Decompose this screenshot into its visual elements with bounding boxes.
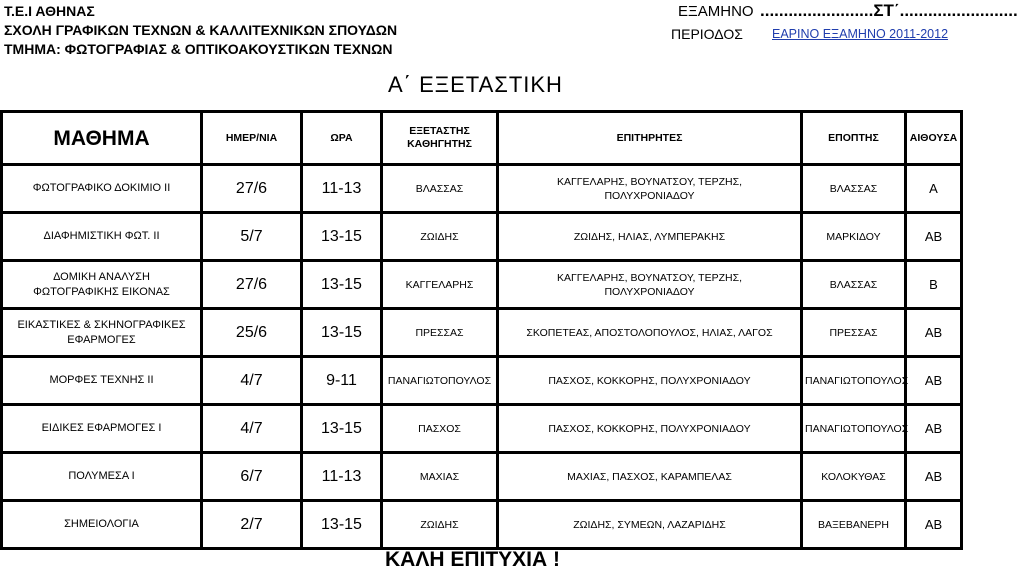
cell-date: 25/6 xyxy=(202,309,302,357)
cell-room: ΑΒ xyxy=(906,405,962,453)
period-value: ΕΑΡΙΝΟ ΕΞΑΜΗΝΟ 2011-2012 xyxy=(772,27,949,41)
invigilators-line: ΠΟΛΥΧΡΟΝΙΑΔΟΥ xyxy=(604,189,695,202)
cell-supervisor: ΜΑΡΚΙΔΟΥ xyxy=(802,213,906,261)
cell-time: 13-15 xyxy=(302,309,382,357)
cell-room: ΑΒ xyxy=(906,213,962,261)
cell-supervisor: ΚΟΛΟΚΥΘΑΣ xyxy=(802,453,906,501)
invigilators-line: ΚΑΓΓΕΛΑΡΗΣ, ΒΟΥΝΑΤΣΟΥ, ΤΕΡΖΗΣ, xyxy=(556,271,742,284)
cell-invigilators xyxy=(498,261,802,309)
subject-line: ΕΦΑΡΜΟΓΕΣ xyxy=(67,333,136,346)
cell-supervisor: ΠΡΕΣΣΑΣ xyxy=(802,309,906,357)
cell-date: 4/7 xyxy=(202,357,302,405)
table-row xyxy=(2,453,962,501)
cell-room: ΑΒ xyxy=(906,357,962,405)
cell-supervisor: ΠΑΝΑΓΙΩΤΟΠΟΥΛΟΣ xyxy=(802,357,906,405)
cell-invigilators xyxy=(498,309,802,357)
cell-subject xyxy=(2,453,202,501)
cell-time: 11-13 xyxy=(302,165,382,213)
cell-time: 13-15 xyxy=(302,261,382,309)
cell-invigilators xyxy=(498,405,802,453)
cell-date: 2/7 xyxy=(202,501,302,549)
cell-examiner: ΖΩΙΔΗΣ xyxy=(382,213,498,261)
cell-supervisor: ΠΑΝΑΓΙΩΤΟΠΟΥΛΟΣ xyxy=(802,405,906,453)
footer-message: ΚΑΛΗ ΕΠΙΤΥΧΙΑ ! xyxy=(385,548,561,571)
cell-invigilators xyxy=(498,165,802,213)
faculty-name: ΣΧΟΛΗ ΓΡΑΦΙΚΩΝ ΤΕΧΝΩΝ & ΚΑΛΛΙΤΕΧΝΙΚΩΝ ΣΠΟΥΔΩΝ xyxy=(4,22,398,38)
subject-line: ΦΩΤΟΓΡΑΦΙΚΟ ΔΟΚΙΜΙΟ ΙΙ xyxy=(32,182,171,194)
header-subject: ΜΑΘΗΜΑ xyxy=(2,112,202,165)
header-date: ΗΜΕΡ/ΝΙΑ xyxy=(202,112,302,165)
table-row xyxy=(2,405,962,453)
cell-examiner: ΠΡΕΣΣΑΣ xyxy=(382,309,498,357)
header-invigilators: ΕΠΙΤΗΡΗΤΕΣ xyxy=(498,112,802,165)
invigilators-line: ΖΩΙΔΗΣ, ΣΥΜΕΩΝ, ΛΑΖΑΡΙΔΗΣ xyxy=(573,518,726,531)
cell-examiner: ΒΛΑΣΣΑΣ xyxy=(382,165,498,213)
header-examiner-line1: ΕΞΕΤΑΣΤΗΣ xyxy=(409,125,470,137)
cell-room: ΑΒ xyxy=(906,453,962,501)
cell-examiner: ΖΩΙΔΗΣ xyxy=(382,501,498,549)
school-name: Τ.Ε.Ι ΑΘΗΝΑΣ xyxy=(4,3,95,19)
cell-examiner: ΠΑΣΧΟΣ xyxy=(382,405,498,453)
subject-line: ΔΟΜΙΚΗ ΑΝΑΛΥΣΗ xyxy=(53,270,150,283)
table-row xyxy=(2,261,962,309)
cell-subject xyxy=(2,213,202,261)
period-label: ΠΕΡΙΟΔΟΣ xyxy=(671,26,743,42)
cell-date: 27/6 xyxy=(202,261,302,309)
invigilators-line: ΣΚΟΠΕΤΕΑΣ, ΑΠΟΣΤΟΛΟΠΟΥΛΟΣ, ΗΛΙΑΣ, ΛΑΓΟΣ xyxy=(526,326,773,339)
cell-supervisor: ΒΛΑΣΣΑΣ xyxy=(802,261,906,309)
header-examiner-line2: ΚΑΘΗΓΗΤΗΣ xyxy=(407,138,472,150)
subject-line: ΠΟΛΥΜΕΣΑ Ι xyxy=(68,470,135,482)
header-examiner xyxy=(382,112,498,165)
cell-examiner: ΠΑΝΑΓΙΩΤΟΠΟΥΛΟΣ xyxy=(382,357,498,405)
header-room: ΑΙΘΟΥΣΑ xyxy=(906,112,962,165)
exam-schedule-table xyxy=(0,110,963,550)
cell-supervisor: ΒΑΞΕΒΑΝΕΡΗ xyxy=(802,501,906,549)
cell-time: 13-15 xyxy=(302,501,382,549)
table-row xyxy=(2,309,962,357)
invigilators-line: ΚΑΓΓΕΛΑΡΗΣ, ΒΟΥΝΑΤΣΟΥ, ΤΕΡΖΗΣ, xyxy=(556,175,742,188)
table-row xyxy=(2,501,962,549)
cell-time: 11-13 xyxy=(302,453,382,501)
cell-room: Α xyxy=(906,165,962,213)
cell-invigilators xyxy=(498,357,802,405)
semester-value: ........................ΣΤ΄......................... xyxy=(760,1,1018,20)
cell-invigilators xyxy=(498,501,802,549)
cell-invigilators xyxy=(498,453,802,501)
table-row xyxy=(2,165,962,213)
invigilators-line: ΖΩΙΔΗΣ, ΗΛΙΑΣ, ΛΥΜΠΕΡΑΚΗΣ xyxy=(573,230,726,243)
cell-date: 4/7 xyxy=(202,405,302,453)
cell-date: 5/7 xyxy=(202,213,302,261)
cell-date: 27/6 xyxy=(202,165,302,213)
cell-supervisor: ΒΛΑΣΣΑΣ xyxy=(802,165,906,213)
cell-examiner: ΚΑΓΓΕΛΑΡΗΣ xyxy=(382,261,498,309)
subject-line: ΦΩΤΟΓΡΑΦΙΚΗΣ ΕΙΚΟΝΑΣ xyxy=(33,285,170,298)
header-supervisor: ΕΠΟΠΤΗΣ xyxy=(802,112,906,165)
department-name: ΤΜΗΜΑ: ΦΩΤΟΓΡΑΦΙΑΣ & ΟΠΤΙΚΟΑΚΟΥΣΤΙΚΩΝ ΤΕΧΝΩΝ xyxy=(4,41,393,57)
subject-line: ΕΙΔΙΚΕΣ ΕΦΑΡΜΟΓΕΣ Ι xyxy=(41,422,162,434)
cell-subject xyxy=(2,405,202,453)
cell-subject xyxy=(2,501,202,549)
invigilators-line: ΠΑΣΧΟΣ, ΚΟΚΚΟΡΗΣ, ΠΟΛΥΧΡΟΝΙΑΔΟΥ xyxy=(548,374,751,387)
cell-subject xyxy=(2,165,202,213)
subject-line: ΜΟΡΦΕΣ ΤΕΧΝΗΣ ΙΙ xyxy=(49,374,154,386)
cell-subject xyxy=(2,261,202,309)
cell-time: 9-11 xyxy=(302,357,382,405)
invigilators-line: ΠΟΛΥΧΡΟΝΙΑΔΟΥ xyxy=(604,285,695,298)
cell-invigilators xyxy=(498,213,802,261)
subject-line: ΣΗΜΕΙΟΛΟΓΙΑ xyxy=(64,518,139,530)
cell-room: Β xyxy=(906,261,962,309)
invigilators-line: ΠΑΣΧΟΣ, ΚΟΚΚΟΡΗΣ, ΠΟΛΥΧΡΟΝΙΑΔΟΥ xyxy=(548,422,751,435)
header-time: ΩΡΑ xyxy=(302,112,382,165)
subject-line: ΔΙΑΦΗΜΙΣΤΙΚΗ ΦΩΤ. ΙΙ xyxy=(43,230,160,242)
cell-time: 13-15 xyxy=(302,213,382,261)
page-title: Α΄ ΕΞΕΤΑΣΤΙΚΗ xyxy=(388,72,563,97)
cell-time: 13-15 xyxy=(302,405,382,453)
invigilators-line: ΜΑΧΙΑΣ, ΠΑΣΧΟΣ, ΚΑΡΑΜΠΕΛΑΣ xyxy=(567,470,732,483)
cell-examiner: ΜΑΧΙΑΣ xyxy=(382,453,498,501)
cell-room: ΑΒ xyxy=(906,501,962,549)
table-header-row xyxy=(2,112,962,165)
table-row xyxy=(2,213,962,261)
table-row xyxy=(2,357,962,405)
cell-subject xyxy=(2,357,202,405)
cell-subject xyxy=(2,309,202,357)
cell-date: 6/7 xyxy=(202,453,302,501)
cell-room: ΑΒ xyxy=(906,309,962,357)
subject-line: ΕΙΚΑΣΤΙΚΕΣ & ΣΚΗΝΟΓΡΑΦΙΚΕΣ xyxy=(17,318,186,331)
semester-label: ΕΞΑΜΗΝΟ xyxy=(678,3,754,20)
